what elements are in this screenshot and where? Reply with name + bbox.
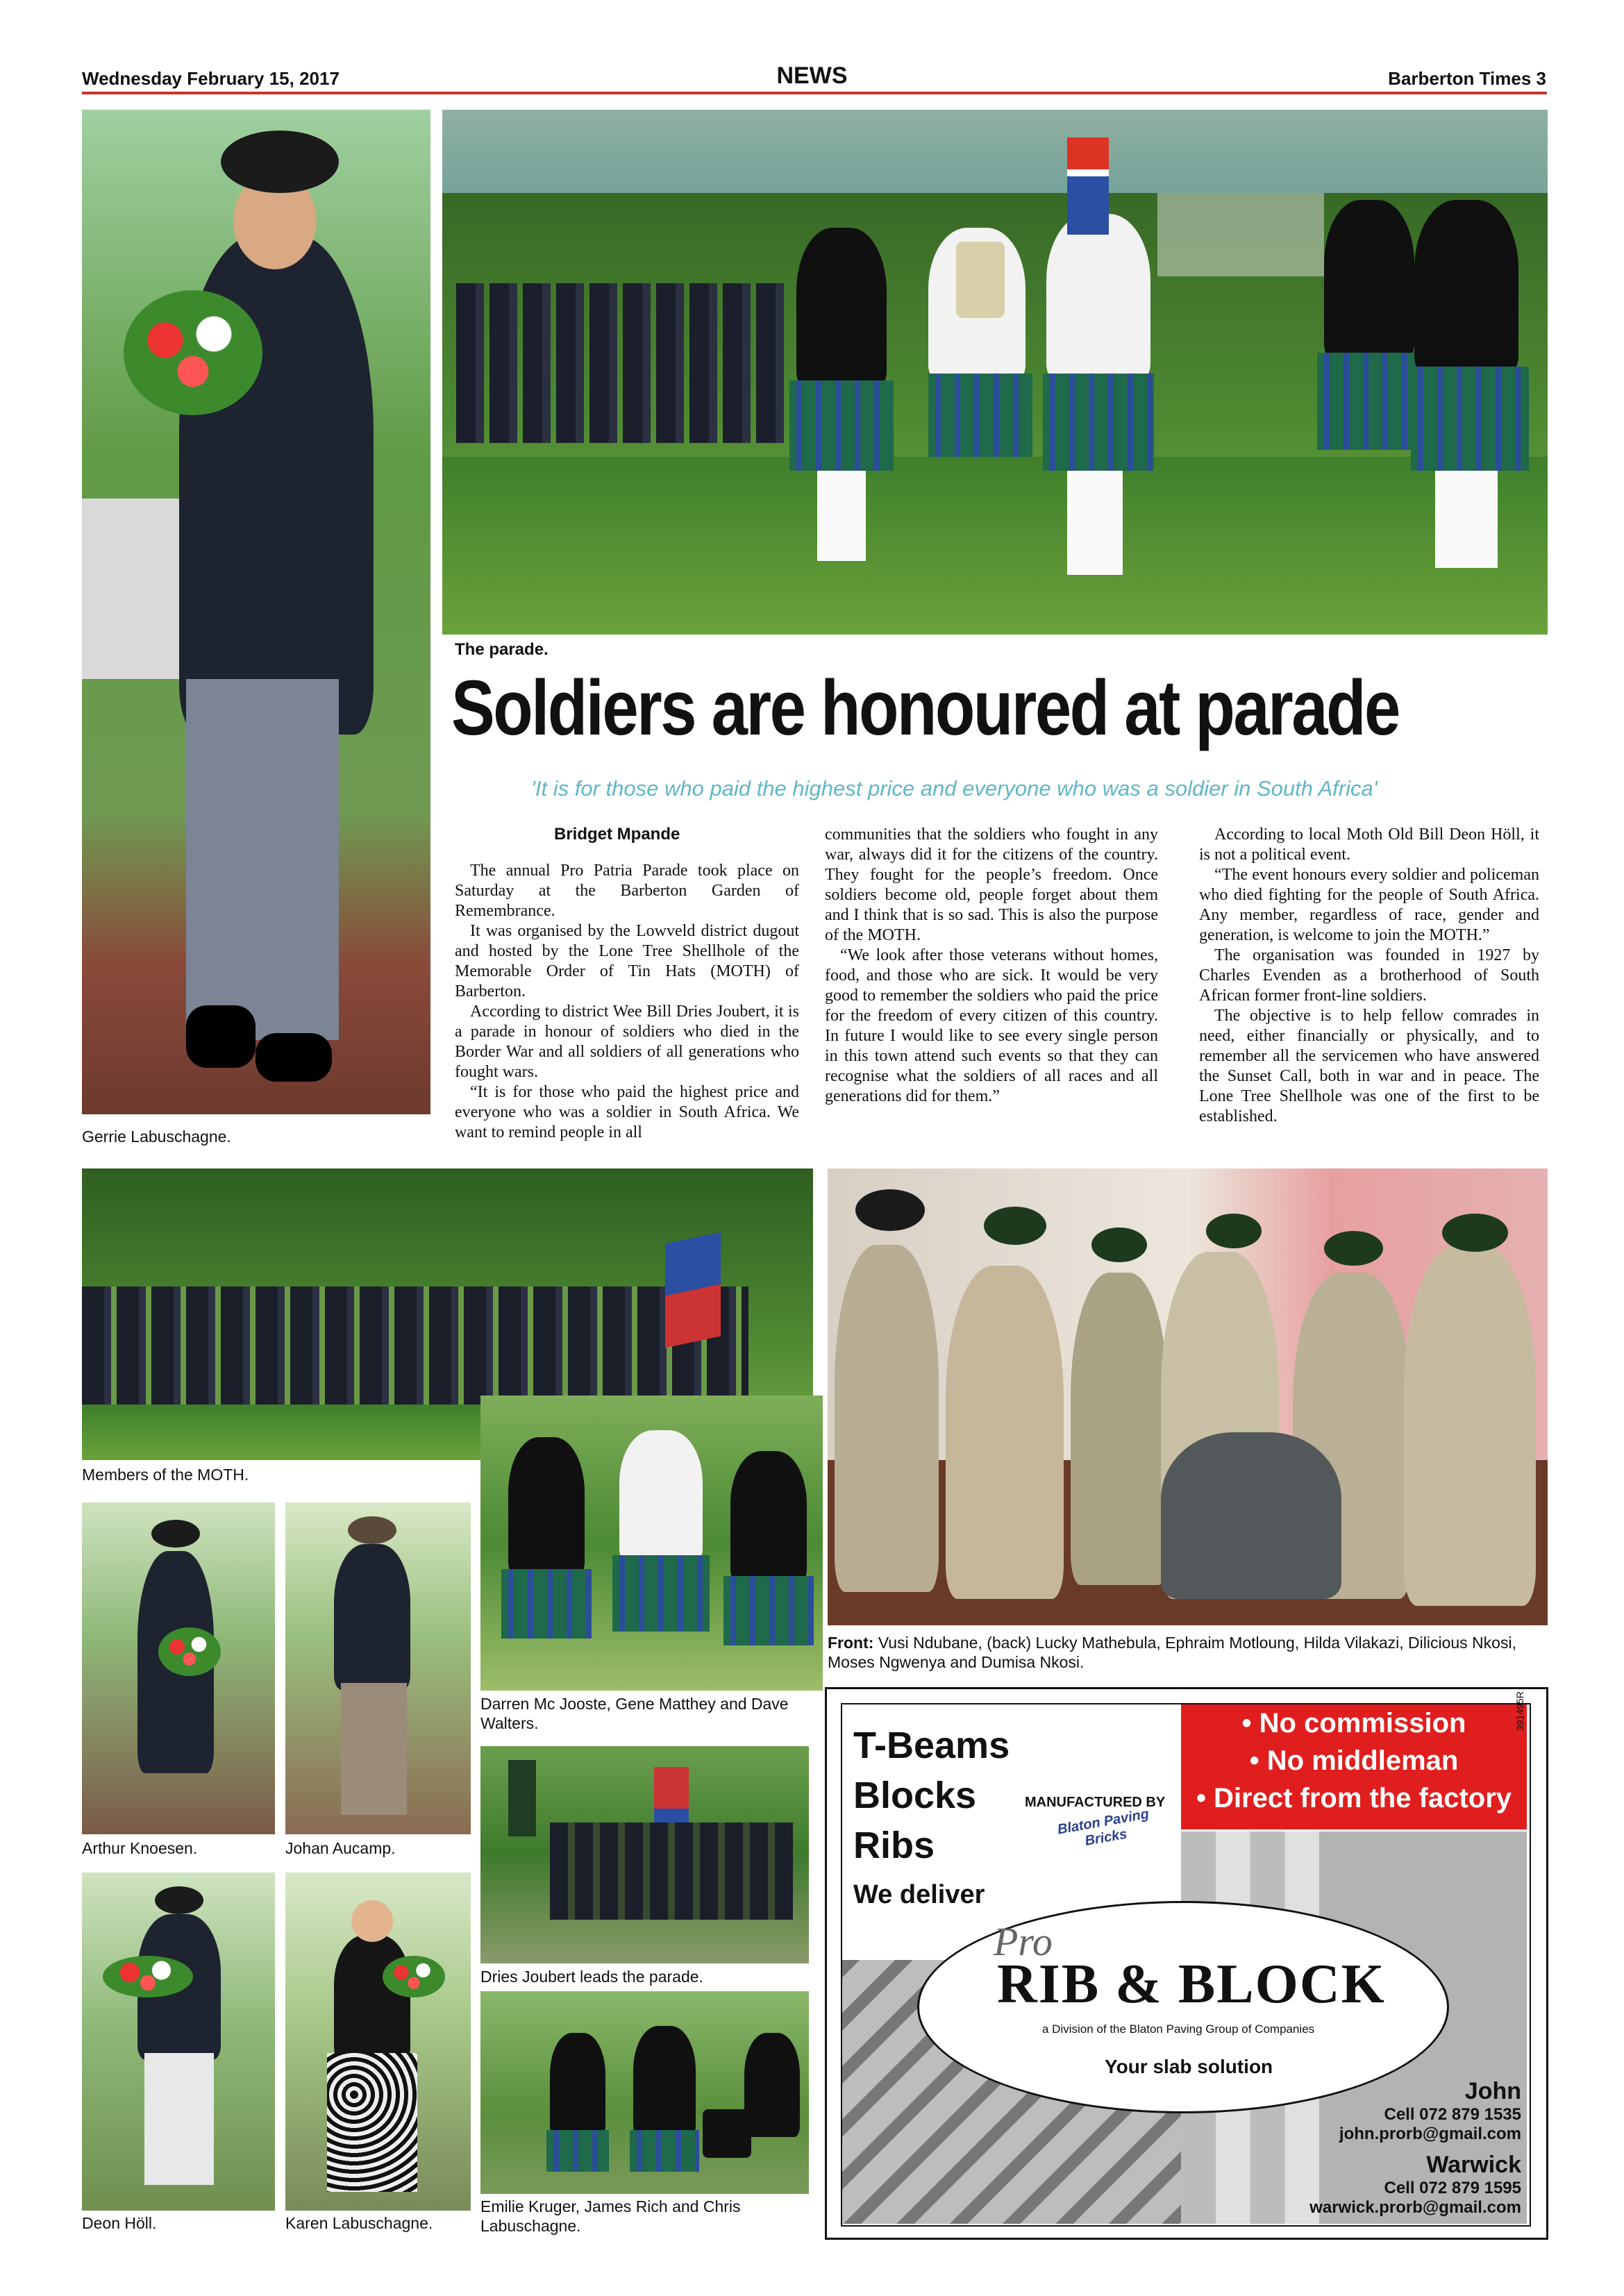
ad-maker-logo: Blaton Paving Bricks xyxy=(1056,1806,1150,1849)
ad-product-1: T-Beams xyxy=(853,1725,1010,1766)
photo-pipers xyxy=(480,1396,823,1691)
header-rule xyxy=(82,92,1547,94)
issue-date: Wednesday February 15, 2017 xyxy=(82,68,340,89)
ad-perks-box xyxy=(1181,1704,1527,1829)
ad-contact-cell: Cell 072 879 1595 xyxy=(1384,2179,1521,2197)
ad-manufactured-by: MANUFACTURED BY xyxy=(1025,1795,1166,1810)
photo-karen xyxy=(285,1872,471,2211)
caption-darren: Darren Mc Jooste, Gene Matthey and Dave Walters. xyxy=(480,1695,789,1732)
photo-emilie xyxy=(480,1991,809,2194)
headline: Soldiers are honoured at parade xyxy=(451,664,1399,751)
ad-perk: • No commission xyxy=(1241,1708,1466,1738)
front-label: Front: xyxy=(828,1634,874,1652)
ad-contact-cell: Cell 072 879 1535 xyxy=(1384,2105,1521,2124)
paragraph: The objective is to help fellow comrades in need, either financially or physically, and to remember all the servicemen who have answered the Sunset Call, both in war and in peace. The Lone Tree Shellhole was one of the first to be established. xyxy=(1199,1007,1539,1125)
section-title: NEWS xyxy=(776,62,848,89)
article-column-2 xyxy=(825,825,1158,1107)
paragraph: According to district Wee Bill Dries Joubert, it is a parade in honour of soldiers who died in the Border War and all soldiers of all generations who fought wars. xyxy=(455,1003,799,1081)
caption-members: Members of the MOTH. xyxy=(82,1466,249,1484)
ad-product-3: Ribs xyxy=(853,1825,935,1866)
article-column-1 xyxy=(455,861,799,1143)
ad-contact-warwick xyxy=(1244,2152,1521,2218)
ad-perk: • Direct from the factory xyxy=(1196,1783,1512,1813)
paragraph: “We look after those veterans without homes, food, and those who are sick. It would be very good to remember the soldiers who paid the price for the freedom of every citizen of this country. In future I would like to see every single person in this town attend such events so that they can recognise what the soldiers of all races and all generations did for them.” xyxy=(825,946,1158,1105)
advert-rib-block xyxy=(825,1687,1548,2240)
article-column-3 xyxy=(1199,825,1539,1127)
soldiers-names: Vusi Ndubane, (back) Lucky Mathebula, Ephraim Motloung, Hilda Vilakazi, Dilicious Nkosi, Moses Ngwenya and Dumisa Nkosi. xyxy=(828,1634,1516,1671)
ad-contact-john xyxy=(1244,2078,1521,2144)
ad-perk: • No middleman xyxy=(1249,1745,1459,1776)
caption-gerrie: Gerrie Labuschagne. xyxy=(82,1128,231,1146)
page-label: Barberton Times 3 xyxy=(1388,68,1546,89)
paragraph: “The event honours every soldier and policeman who died fighting for the people of South Africa. Any member, regardless of race, gender and generation, is welcome to join the MOTH.” xyxy=(1199,866,1539,944)
caption-soldiers xyxy=(828,1633,1548,1672)
ad-product-2: Blocks xyxy=(853,1775,977,1816)
byline: Bridget Mpande xyxy=(554,825,680,844)
ad-contact-name: John xyxy=(1464,2078,1521,2104)
ad-contact-email: john.prorb@gmail.com xyxy=(1339,2125,1521,2143)
ad-division: a Division of the Blaton Paving Group of Companies xyxy=(1042,2022,1315,2036)
photo-dries xyxy=(480,1746,809,1963)
ad-contact-email: warwick.prorb@gmail.com xyxy=(1309,2198,1521,2217)
paragraph: communities that the soldiers who fought in any war, always did it for the citizens of the country. They fought for the people’s freedom. Once soldiers become old, people forget about them and I think that is so sad. This is also the purpose of the MOTH. xyxy=(825,826,1158,944)
paragraph: The annual Pro Patria Parade took place on Saturday at the Barberton Garden of Remembrance. xyxy=(455,862,799,920)
ad-contact-name: Warwick xyxy=(1426,2152,1521,2178)
ad-deliver: We deliver xyxy=(853,1880,985,1909)
paragraph: It was organised by the Lowveld district dugout and hosted by the Lone Tree Shellhole of the Memorable Order of Tin Hats (MOTH) of Barberton. xyxy=(455,922,799,1000)
caption-johan: Johan Aucamp. xyxy=(285,1839,396,1857)
paragraph: The organisation was founded in 1927 by Charles Evenden as a brotherhood of South African former front-line soldiers. xyxy=(1199,946,1539,1005)
caption-arthur: Arthur Knoesen. xyxy=(82,1839,198,1857)
photo-johan xyxy=(285,1502,471,1834)
ad-logo-main: RIB & BLOCK xyxy=(997,1954,1386,2015)
caption-emilie: Emilie Kruger, James Rich and Chris Labuschagne. xyxy=(480,2197,741,2235)
paragraph: According to local Moth Old Bill Deon Höll, it is not a political event. xyxy=(1199,826,1539,864)
photo-deon xyxy=(82,1872,275,2211)
paragraph: “It is for those who paid the highest price and everyone who was a soldier in South Africa. We want to remind people in all xyxy=(455,1083,799,1141)
photo-soldiers-group xyxy=(828,1168,1548,1625)
photo-parade-main xyxy=(442,110,1548,635)
photo-arthur xyxy=(82,1502,275,1834)
photo-gerrie xyxy=(82,110,430,1114)
caption-karen: Karen Labuschagne. xyxy=(285,2214,433,2232)
ad-logo-pro: Pro xyxy=(994,1919,1053,1964)
caption-deon: Deon Höll. xyxy=(82,2214,157,2232)
caption-dries: Dries Joubert leads the parade. xyxy=(480,1968,703,1986)
ad-reference: 391495R xyxy=(1514,1691,1525,1731)
ad-slogan: Your slab solution xyxy=(1105,2056,1273,2077)
parade-caption: The parade. xyxy=(455,640,549,659)
subheadline: 'It is for those who paid the highest price and everyone who was a soldier in South Africa' xyxy=(531,776,1378,801)
